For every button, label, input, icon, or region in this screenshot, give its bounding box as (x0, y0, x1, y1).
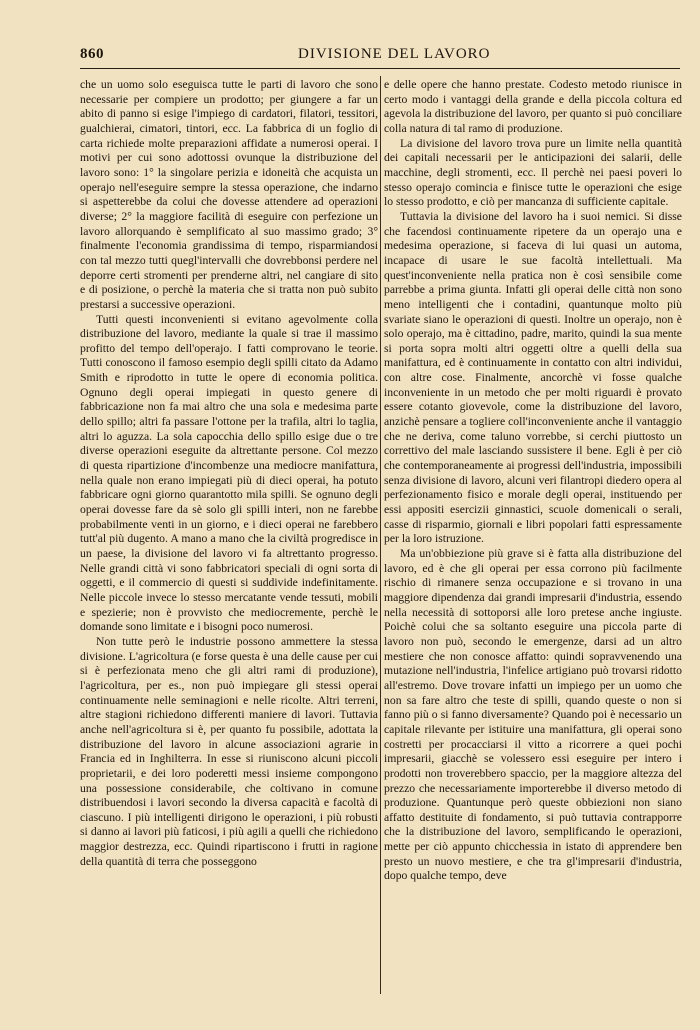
paragraph: La divisione del lavoro trova pure un limite nella quantità dei capitali necessarii per le anticipazioni dei salarii, delle macchine, degli stromenti, ecc. Il perchè nei paesi poveri lo stesso operajo comincia e finisce tutte le operazioni che esige lo stesso prodotto, e ciò per mancanza di sufficiente capitale. (384, 136, 682, 209)
page-header (80, 42, 680, 70)
left-column (80, 78, 378, 869)
page-number: 860 (80, 46, 104, 62)
paragraph: Ma un'obbiezione più grave si è fatta alla distribuzione del lavoro, ed è che gli operai per essa corrono più facilmente rischio di rimanere senza occupazione e si trovano in una maggiore dipendenza dai grandi impresarii d'industria, essendo nella necessità di sottoporsi alle loro pretese anche ingiuste. Poichè colui che sa soltanto eseguire una piccola parte di lavoro non può, secondo le emergenze, darsi ad un altro mestiere che non conosce affatto: quindi sopravvenendo una mutazione nell'industria, l'infelice artigiano può trovarsi ridotto all'estremo. Dove trovare infatti un impiego per un uomo che non sa fare altro che teste di spilli, quando queste o non si fanno più o si fanno diversamente? Quando poi è necessario un capitale rilevante per istituire una manifattura, gli operai sono costretti per procacciarsi il vitto a ricorrere a quei pochi impresarii, giacchè se volessero essi eseguire per intero i prodotti non troverebbero spaccio, per la maggiore altezza del prezzo che necessariamente importerebbe il diverso metodo di produzione. Quantunque però queste obbiezioni non siano affatto destituite di fondamento, si può tuttavia contrapporre che la distribuzione del lavoro, semplificando le operazioni, mette per ciò appunto chicchessia in istato di apprendere ben presto un nuovo mestiere, e che tra gl'impresarii d'industria, dopo qualche tempo, deve (384, 547, 682, 883)
right-column (384, 78, 682, 884)
paragraph: Non tutte però le industrie possono ammettere la stessa divisione. L'agricoltura (e forse questa è una delle cause per cui si è perfezionata meno che gli altri rami di produzione), l'agricoltura, per es., non può impiegare gli stessi operai continuamente nelle seminagioni e nelle ricolte. Altri terreni, altre stagioni richiedono differenti maniere di lavori. Tuttavia anche nell'agricoltura si è, per quanto fu possibile, adottata la distribuzione del lavoro in alcune associazioni agrarie in Francia ed in Inghilterra. In esse si riuniscono alcuni piccoli proprietarii, e dei loro poderetti messi insieme compongono una possessione considerabile, che coltivano in comune distribuendosi i lavori secondo la diversa capacità e facoltà di ciascuno. I più intelligenti dirigono le operazioni, i più robusti si danno ai lavori più faticosi, i più agili a quelli che richiedono maggior destrezza, ecc. Quindi ripartiscono i frutti in ragione della quantità di terra che posseggono (80, 634, 378, 868)
paragraph: Tutti questi inconvenienti si evitano agevolmente colla distribuzione del lavoro, mediante la quale si trae il massimo profitto del tempo dell'operajo. I fatti comprovano le teorie. Tutti conoscono il famoso esempio degli spilli citato da Adamo Smith e riprodotto in tutte le opere di economia politica. Ognuno degli operai impiegati in questo genere di fabbricazione non fa mai altro che una sola e medesima parte dello spillo; altri fa passare l'ottone per la trafila, altri lo taglia, altri lo aguzza. La sola capocchia dello spillo esige due o tre diverse operazioni eseguite da altrettante persone. Col mezzo di questa ripartizione d'incombenze una mediocre manifattura, nella quale non erano impiegati più di dieci operai, ha potuto fabbricare ogni giorno quarantotto mila spilli. Se ognuno degli operai dovesse fare da sè solo gli spilli interi, non ne farebbe probabilmente venti in un giorno, e i dieci operai ne farebbero tutt'al più dugento. A mano a mano che la civiltà progredisce in un paese, la divisione del lavoro vi fa altrettanto progresso. Nelle grandi città vi sono fabbricatori speciali di ogni sorta di oggetti, e il commercio di questi si suddivide indefinitamente. Nelle piccole invece lo stesso mercatante vende tessuti, mobili e spezierie; non è provvisto che mediocremente, perchè le domande sono limitate e i bisogni poco numerosi. (80, 312, 378, 634)
header-rule (80, 68, 680, 69)
paragraph: e delle opere che hanno prestate. Codesto metodo riunisce in certo modo i vantaggi della grande e della piccola coltura ed agevola la distribuzione del lavoro, per quanto si può conciliare colla natura di tal ramo di produzione. (384, 78, 682, 135)
column-divider (380, 76, 381, 994)
paragraph: che un uomo solo eseguisca tutte le parti di lavoro che sono necessarie per compiere un prodotto; per giungere a far un abito di panno si esige l'impiego di cardatori, filatori, tessitori, gualchierai, cimatori, tintori, ecc. La fabbrica di un foglio di carta richiede molte preparazioni affidate a numerosi operai. I motivi per cui sono adottossi ovunque la distribuzione del lavoro sono: 1° la singolare perizia e idoneità che acquista un operajo nell'eseguire sempre la stessa operazione, che indarno si aspetterebbe da colui che dovesse attendere ad operazioni diverse; 2° la maggiore facilità di eseguire con perfezione un lavoro allorquando è semplificato al suo massimo grado; 3° finalmente l'economia grandissima di tempo, risparmiandosi con tal mezzo tutti quegl'intervalli che dovrebbonsi perdere nel deporre certi stromenti per prenderne altri, nel cangiare di sito e di posizione, o perchè la materia che si tratta non può subito prestarsi a successive operazioni. (80, 78, 378, 311)
paragraph: Tuttavia la divisione del lavoro ha i suoi nemici. Si disse che facendosi continuamente ripetere da un operajo una e medesima operazione, si faceva di lui quasi un automa, incapace di usare le sue facoltà intellettuali. Ma quest'inconveniente nella pratica non è così sensibile come parrebbe a prima giunta. Infatti gli operai delle città non sono meno intelligenti che i contadini, quantunque molto più svariate siano le operazioni di questi. Inoltre un operajo, non è solo operajo, ma è cittadino, padre, marito, quindi la sua mente si porta sopra molti altri oggetti oltre a quelli della sua manifattura, ed è continuamente in contatto con altri individui, con altre cose. Finalmente, ancorchè vi fosse qualche inconveniente in un metodo che per molti riguardi è provato essere cotanto giovevole, come la distribuzione del lavoro, anzichè pensare a togliere coll'inconveniente anche il vantaggio che ne deriva, come taluno vorrebbe, si cerchi piuttosto un correttivo del male lasciando sussistere il bene. Egli è per ciò che contemporaneamente ai progressi dell'industria, impossibili senza divisione di lavoro, alcuni veri filantropi diedero opera al perfezionamento fisico e morale degli operai, instituendo per essi appositi esercizii ginnastici, scuole domenicali o serali, casse di risparmio, giornali e libri popolari fatti espressamente per la loro istruzione. (384, 209, 682, 546)
running-title: DIVISIONE DEL LAVORO (298, 46, 491, 62)
